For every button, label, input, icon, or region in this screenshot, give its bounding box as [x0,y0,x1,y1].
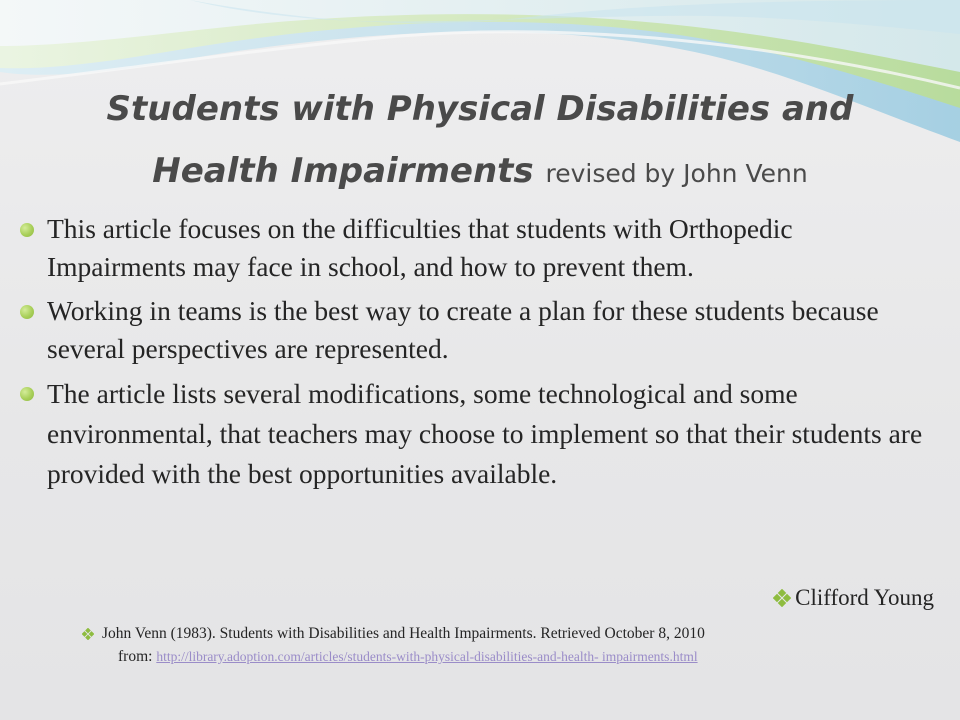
bullet-item [19,374,934,494]
citation-url-link[interactable]: http://library.adoption.com/articles/students-with-physical-disabilities-and-health- impairments.html [156,649,698,664]
green-dot-icon [20,387,34,401]
bullet-text: The article lists several modifications, some technological and some environmental, that teachers may choose to implement so that their students are provided with the best opportunities available. [47,378,923,489]
diamond-icon [82,628,94,640]
citation-url-line [82,645,932,668]
slide-title-main: Students with Physical Disabilities and Health Impairments [106,89,854,191]
bullet-list [19,210,934,500]
green-dot-icon [20,223,34,237]
citation-text: John Venn (1983). Students with Disabilities and Health Impairments. Retrieved October 8, 2010 [102,625,705,642]
green-dot-icon [20,305,34,319]
citation-row [82,622,932,645]
citation-from-label: from: [118,648,153,665]
slide-title [40,78,920,205]
slide-title-subtitle: revised by John Venn [545,159,808,188]
diamond-icon [773,589,791,607]
bullet-item [19,210,934,286]
citation-block [82,622,932,668]
author-credit [773,583,934,613]
bullet-text: This article focuses on the difficulties that students with Orthopedic Impairments may face in school, and how to prevent them. [47,213,793,282]
bullet-text: Working in teams is the best way to create a plan for these students because several perspectives are represented. [47,295,879,364]
bullet-item [19,292,934,368]
author-name: Clifford Young [795,585,934,610]
